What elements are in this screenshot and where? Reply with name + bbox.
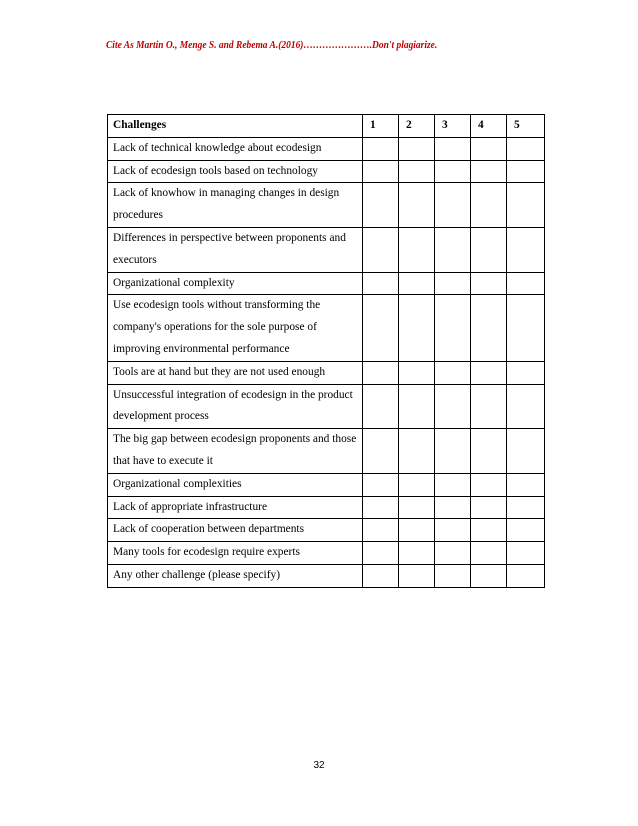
rating-cell-2[interactable] [399, 496, 435, 519]
challenge-label: The big gap between ecodesign proponents and those that have to execute it [108, 429, 363, 474]
rating-cell-3[interactable] [435, 183, 471, 228]
rating-cell-5[interactable] [507, 473, 545, 496]
citation-header: Cite As Martin O., Menge S. and Rebema A.(2016)………………….Don't plagiarize. [106, 39, 438, 51]
rating-cell-2[interactable] [399, 160, 435, 183]
rating-cell-2[interactable] [399, 384, 435, 429]
challenge-label: Many tools for ecodesign require experts [108, 542, 363, 565]
rating-cell-5[interactable] [507, 429, 545, 474]
table-row [108, 160, 545, 183]
rating-cell-4[interactable] [471, 160, 507, 183]
table-row [108, 542, 545, 565]
rating-cell-1[interactable] [363, 429, 399, 474]
rating-cell-3[interactable] [435, 227, 471, 272]
table-row [108, 295, 545, 361]
rating-cell-4[interactable] [471, 272, 507, 295]
table-row [108, 564, 545, 587]
rating-cell-2[interactable] [399, 473, 435, 496]
table-row [108, 272, 545, 295]
page-number: 32 [313, 760, 325, 771]
rating-cell-2[interactable] [399, 137, 435, 160]
rating-cell-5[interactable] [507, 384, 545, 429]
rating-cell-1[interactable] [363, 227, 399, 272]
rating-cell-3[interactable] [435, 361, 471, 384]
rating-cell-3[interactable] [435, 272, 471, 295]
rating-cell-5[interactable] [507, 519, 545, 542]
rating-cell-2[interactable] [399, 227, 435, 272]
rating-cell-2[interactable] [399, 429, 435, 474]
rating-cell-3[interactable] [435, 564, 471, 587]
rating-cell-4[interactable] [471, 295, 507, 361]
rating-cell-3[interactable] [435, 384, 471, 429]
rating-cell-2[interactable] [399, 519, 435, 542]
rating-cell-3[interactable] [435, 429, 471, 474]
rating-cell-3[interactable] [435, 295, 471, 361]
rating-cell-3[interactable] [435, 137, 471, 160]
table-row [108, 361, 545, 384]
challenge-label: Use ecodesign tools without transforming the company's operations for the sole purpose of improving environmental performance [108, 295, 363, 361]
rating-cell-5[interactable] [507, 160, 545, 183]
challenge-label: Any other challenge (please specify) [108, 564, 363, 587]
table-row [108, 227, 545, 272]
challenge-label: Lack of cooperation between departments [108, 519, 363, 542]
rating-cell-5[interactable] [507, 496, 545, 519]
table-row [108, 183, 545, 228]
table-row [108, 384, 545, 429]
rating-cell-5[interactable] [507, 361, 545, 384]
rating-cell-4[interactable] [471, 183, 507, 228]
rating-cell-4[interactable] [471, 384, 507, 429]
rating-cell-4[interactable] [471, 429, 507, 474]
column-header-5: 5 [507, 115, 545, 138]
rating-cell-4[interactable] [471, 227, 507, 272]
rating-cell-1[interactable] [363, 137, 399, 160]
rating-cell-1[interactable] [363, 361, 399, 384]
rating-cell-5[interactable] [507, 564, 545, 587]
rating-cell-5[interactable] [507, 272, 545, 295]
challenge-label: Lack of technical knowledge about ecodesign [108, 137, 363, 160]
rating-cell-2[interactable] [399, 542, 435, 565]
challenges-rating-table [107, 114, 545, 588]
challenge-label: Lack of appropriate infrastructure [108, 496, 363, 519]
rating-cell-1[interactable] [363, 542, 399, 565]
rating-cell-2[interactable] [399, 361, 435, 384]
rating-cell-3[interactable] [435, 496, 471, 519]
challenge-label: Lack of ecodesign tools based on technology [108, 160, 363, 183]
rating-cell-2[interactable] [399, 295, 435, 361]
rating-cell-2[interactable] [399, 564, 435, 587]
rating-cell-4[interactable] [471, 542, 507, 565]
challenge-label: Unsuccessful integration of ecodesign in the product development process [108, 384, 363, 429]
rating-cell-3[interactable] [435, 542, 471, 565]
rating-cell-5[interactable] [507, 137, 545, 160]
rating-cell-1[interactable] [363, 160, 399, 183]
rating-cell-1[interactable] [363, 272, 399, 295]
rating-cell-4[interactable] [471, 564, 507, 587]
column-header-1: 1 [363, 115, 399, 138]
rating-cell-4[interactable] [471, 519, 507, 542]
table-row [108, 496, 545, 519]
challenge-label: Organizational complexities [108, 473, 363, 496]
rating-cell-5[interactable] [507, 295, 545, 361]
rating-cell-5[interactable] [507, 542, 545, 565]
challenge-label: Differences in perspective between proponents and executors [108, 227, 363, 272]
rating-cell-1[interactable] [363, 564, 399, 587]
table-header-row [108, 115, 545, 138]
rating-cell-3[interactable] [435, 519, 471, 542]
rating-cell-1[interactable] [363, 519, 399, 542]
rating-cell-1[interactable] [363, 384, 399, 429]
challenge-label: Tools are at hand but they are not used enough [108, 361, 363, 384]
table-row [108, 519, 545, 542]
challenge-label: Lack of knowhow in managing changes in design procedures [108, 183, 363, 228]
rating-cell-4[interactable] [471, 496, 507, 519]
table-row [108, 137, 545, 160]
rating-cell-3[interactable] [435, 160, 471, 183]
column-header-4: 4 [471, 115, 507, 138]
rating-cell-2[interactable] [399, 183, 435, 228]
rating-cell-4[interactable] [471, 137, 507, 160]
rating-cell-1[interactable] [363, 473, 399, 496]
challenge-label: Organizational complexity [108, 272, 363, 295]
column-header-3: 3 [435, 115, 471, 138]
rating-cell-1[interactable] [363, 496, 399, 519]
table-row [108, 429, 545, 474]
column-header-2: 2 [399, 115, 435, 138]
rating-cell-5[interactable] [507, 227, 545, 272]
table-row [108, 473, 545, 496]
rating-cell-4[interactable] [471, 473, 507, 496]
rating-cell-2[interactable] [399, 272, 435, 295]
column-header-challenges: Challenges [108, 115, 363, 138]
rating-cell-4[interactable] [471, 361, 507, 384]
rating-cell-5[interactable] [507, 183, 545, 228]
rating-cell-1[interactable] [363, 183, 399, 228]
rating-cell-3[interactable] [435, 473, 471, 496]
rating-cell-1[interactable] [363, 295, 399, 361]
